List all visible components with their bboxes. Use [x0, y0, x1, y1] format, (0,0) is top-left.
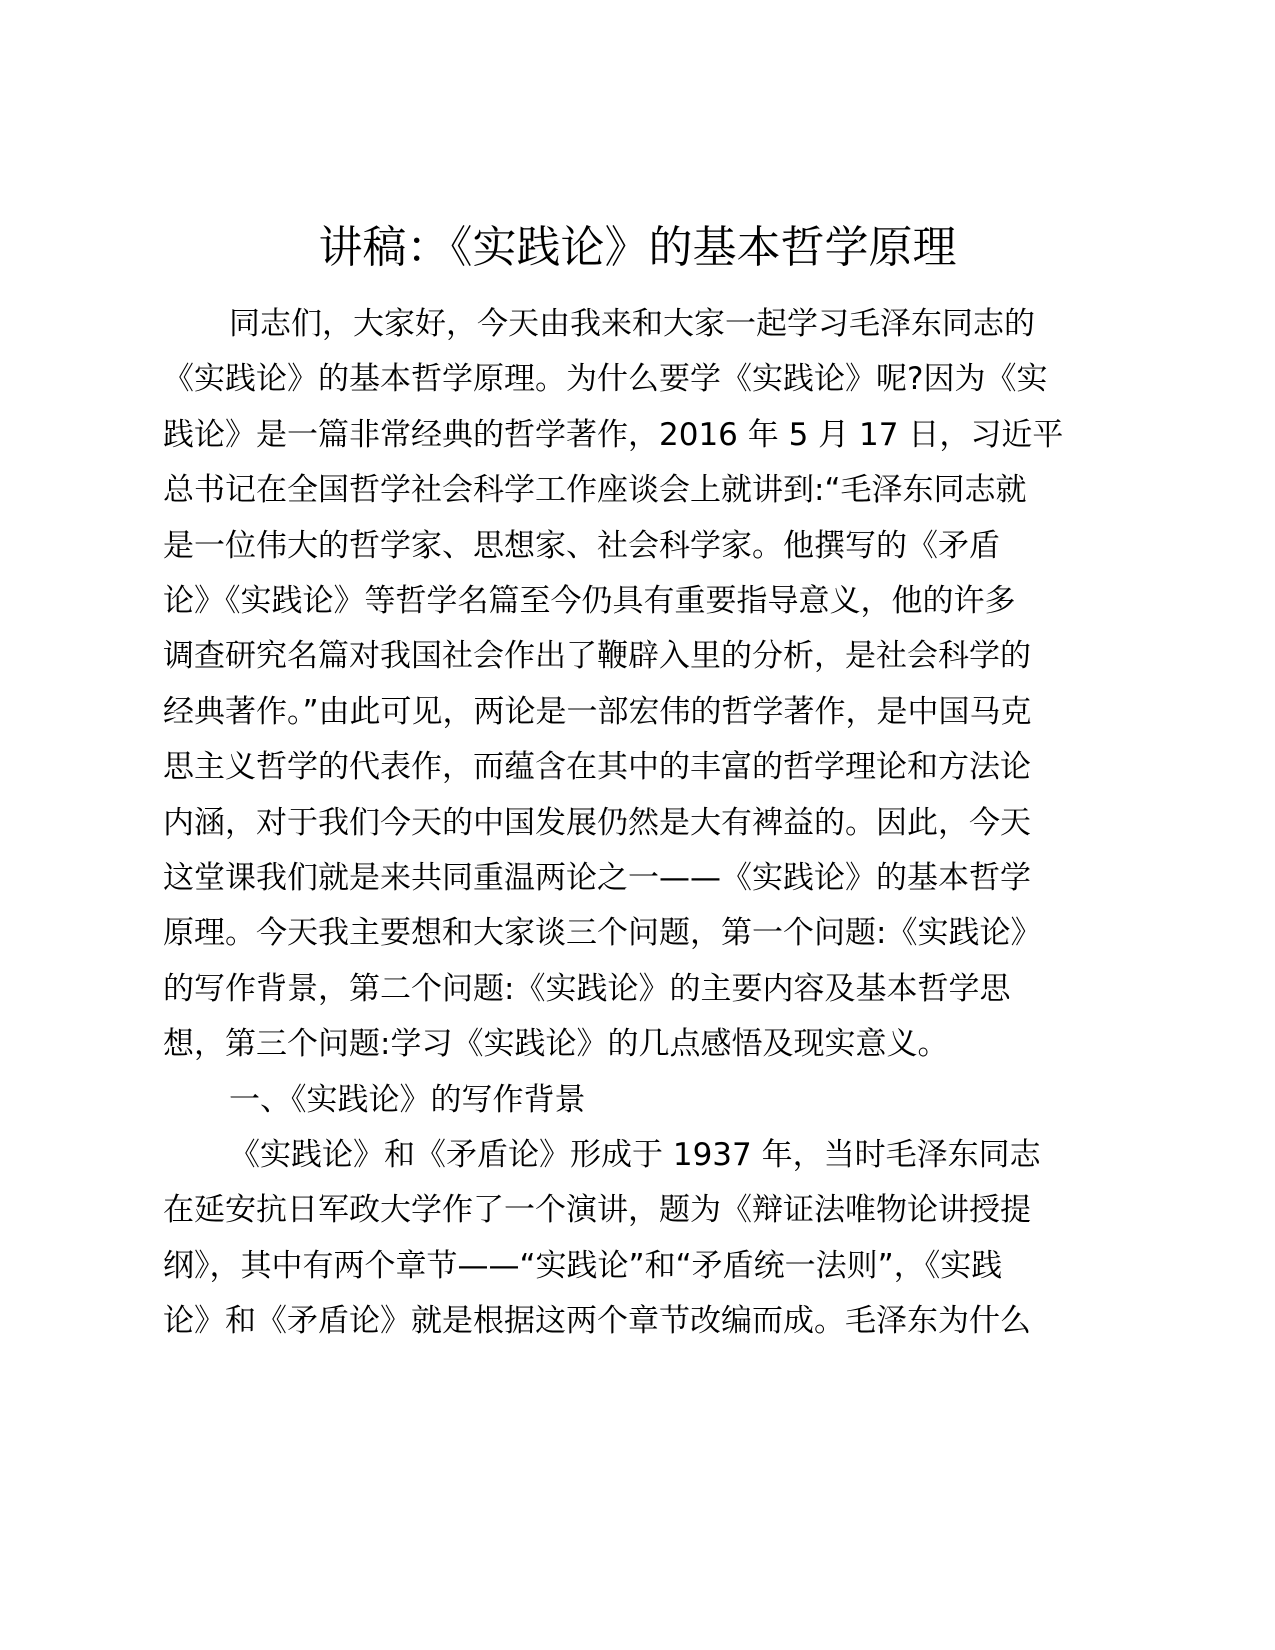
paragraph-line: 这堂课我们就是来共同重温两论之一——《实践论》的基本哲学 — [163, 860, 1031, 896]
paragraph-line: 践论》是一篇非常经典的哲学著作，2016 年 5 月 17 日，习近平 — [163, 417, 1064, 453]
paragraph-line: 论》和《矛盾论》就是根据这两个章节改编而成。毛泽东为什么 — [163, 1303, 1031, 1339]
paragraph-line: 论》《实践论》等哲学名篇至今仍具有重要指导意义，他的许多 — [163, 583, 1016, 619]
paragraph-line: 调查研究名篇对我国社会作出了鞭辟入里的分析，是社会科学的 — [163, 638, 1031, 674]
paragraph-line: 《实践论》的基本哲学原理。为什么要学《实践论》呢?因为《实 — [163, 361, 1048, 397]
paragraph-line: 原理。今天我主要想和大家谈三个问题，第一个问题:《实践论》 — [163, 915, 1042, 951]
paragraph-line: 在延安抗日军政大学作了一个演讲，题为《辩证法唯物论讲授提 — [163, 1192, 1031, 1228]
paragraph-line: 总书记在全国哲学社会科学工作座谈会上就讲到:“毛泽东同志就 — [163, 472, 1027, 508]
document-title: 讲稿：《实践论》的基本哲学原理 — [318, 222, 957, 273]
paragraph-line: 《实践论》和《矛盾论》形成于 1937 年，当时毛泽东同志 — [229, 1137, 1041, 1173]
paragraph-line: 经典著作。”由此可见，两论是一部宏伟的哲学著作，是中国马克 — [163, 694, 1032, 730]
paragraph-line: 的写作背景，第二个问题:《实践论》的主要内容及基本哲学思 — [163, 971, 1011, 1007]
paragraph-line: 同志们，大家好，今天由我来和大家一起学习毛泽东同志的 — [229, 306, 1035, 342]
paragraph-line: 纲》，其中有两个章节——“实践论”和“矛盾统一法则”，《实践 — [163, 1248, 1003, 1284]
paragraph-line: 思主义哲学的代表作，而蕴含在其中的丰富的哲学理论和方法论 — [163, 749, 1031, 785]
paragraph-line: 是一位伟大的哲学家、思想家、社会科学家。他撰写的《矛盾 — [163, 528, 1000, 564]
section-heading: 一、《实践论》的写作背景 — [229, 1082, 586, 1118]
paragraph-line: 内涵，对于我们今天的中国发展仍然是大有裨益的。因此，今天 — [163, 805, 1031, 841]
paragraph-line: 想，第三个问题:学习《实践论》的几点感悟及现实意义。 — [163, 1026, 949, 1062]
